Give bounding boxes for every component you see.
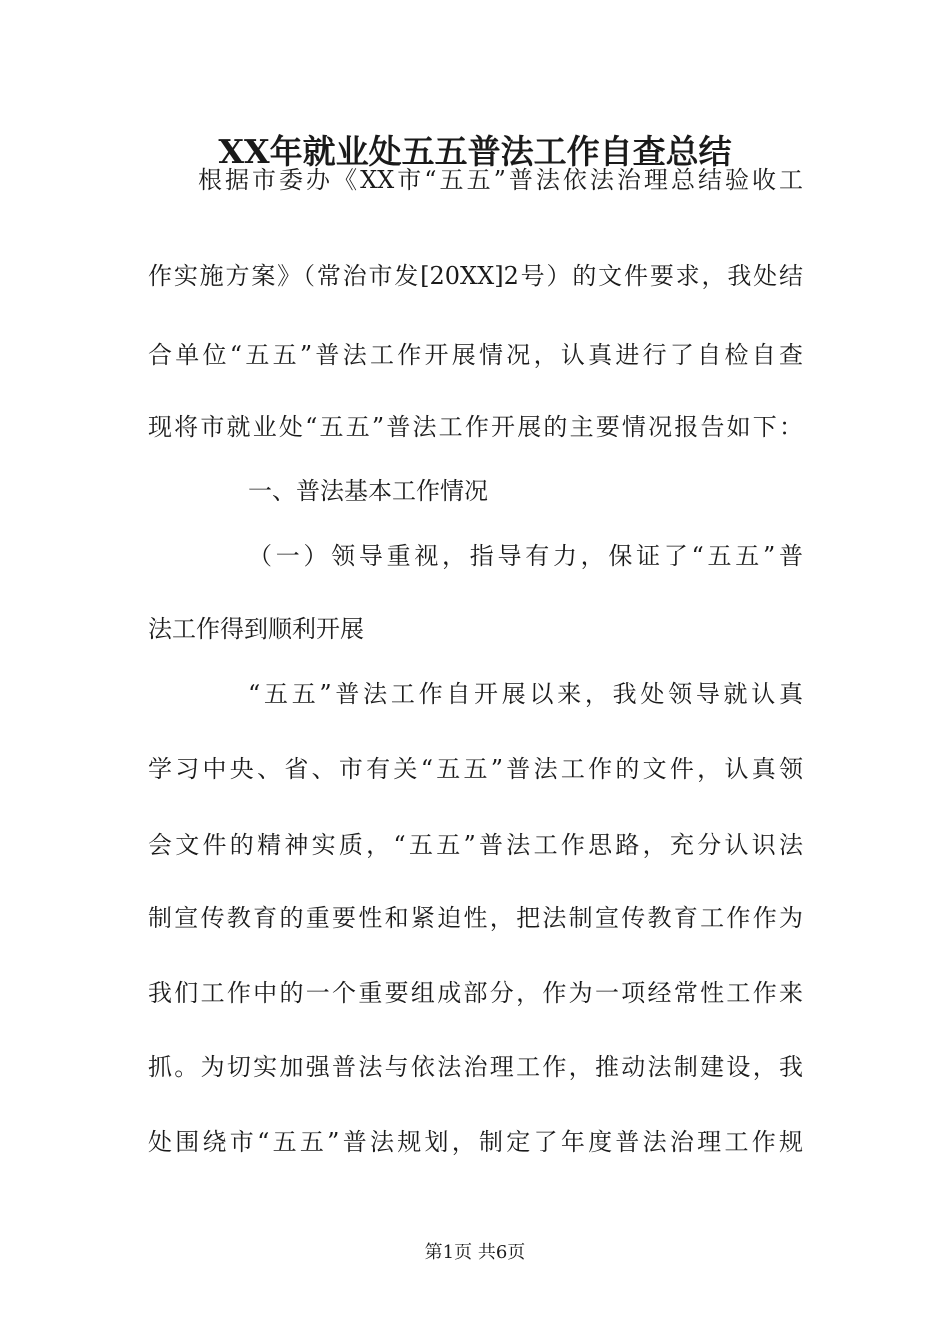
body-line-2: 作实施方案》（常治市发[20XX]2号）的文件要求，我处结 (148, 262, 803, 290)
body-line-4: 现将市就业处“五五”普法工作开展的主要情况报告如下： (148, 413, 803, 441)
page-footer: 第1页 共6页 (424, 1242, 526, 1263)
body-line-10: 会文件的精神实质，“五五”普法工作思路，充分认识法 (148, 831, 803, 859)
subsection-heading-line-1: （一）领导重视，指导有力，保证了“五五”普 (248, 542, 803, 570)
body-line-13: 抓。为切实加强普法与依法治理工作，推动法制建设，我 (148, 1053, 803, 1081)
body-line-8: “五五”普法工作自开展以来，我处领导就认真 (248, 680, 803, 708)
body-line-3: 合单位“五五”普法工作开展情况，认真进行了自检自查 (148, 341, 803, 369)
section-heading: 一、普法基本工作情况 (248, 477, 488, 505)
document-title: XX年就业处五五普法工作自查总结 (218, 132, 732, 171)
body-line-12: 我们工作中的一个重要组成部分，作为一项经常性工作来 (148, 979, 803, 1007)
body-line-1: 根据市委办《XX市“五五”普法依法治理总结验收工 (198, 166, 803, 194)
body-line-9: 学习中央、省、市有关“五五”普法工作的文件，认真领 (148, 755, 803, 783)
subsection-heading-line-2: 法工作得到顺利开展 (148, 615, 364, 643)
body-line-11: 制宣传教育的重要性和紧迫性，把法制宣传教育工作作为 (148, 904, 803, 932)
body-line-14: 处围绕市“五五”普法规划，制定了年度普法治理工作规 (148, 1128, 803, 1156)
